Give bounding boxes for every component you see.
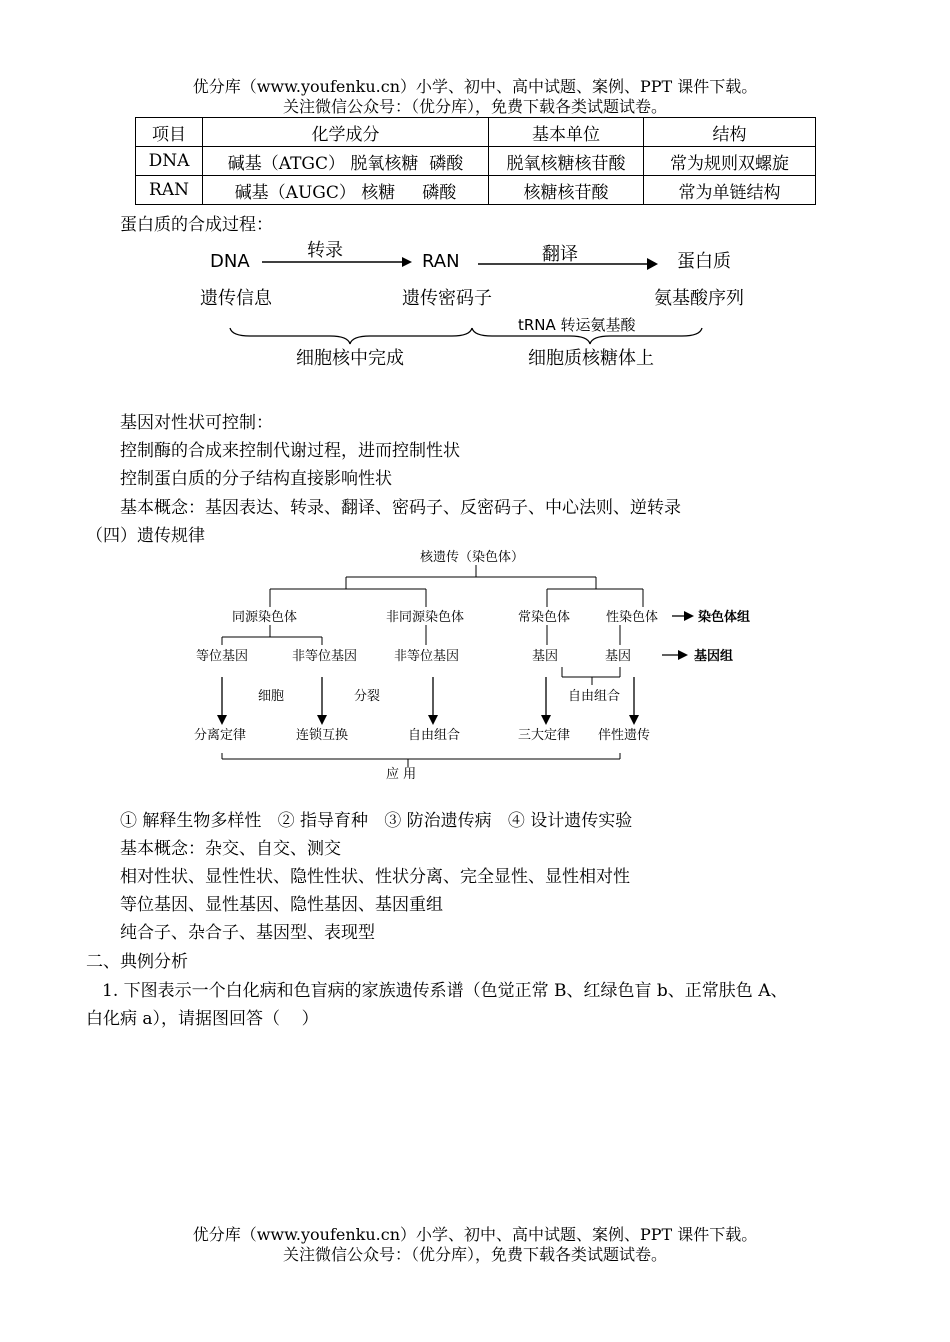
free-combo-label: 自由组合 (408, 728, 461, 743)
arrowhead-icon (678, 650, 688, 660)
concept-line: 等位基因、显性基因、隐性基因、基因重组 (120, 895, 443, 915)
footer-line1: 优分库（www.youfenku.cn）小学、初中、高中试题、案例、PPT 课件下载。 (192, 1225, 758, 1244)
footer-line2: 关注微信公众号：（优分库），免费下载各类试题试卷。 (282, 1245, 667, 1264)
free-combo-mid-label: 自由组合 (568, 689, 621, 704)
amino-seq-label: 氨基酸序列 (654, 288, 744, 309)
gene-control-line1: 控制酶的合成来控制代谢过程，进而控制性状 (120, 441, 460, 461)
table-header-cell: 结构 (644, 118, 816, 147)
table-cell: RAN (136, 176, 203, 205)
gene2-label: 基因 (605, 649, 632, 664)
trna-label: tRNA 转运氨基酸 (518, 316, 636, 334)
uses-line: ① 解释生物多样性 ② 指导育种 ③ 防治遗传病 ④ 设计遗传实验 (120, 811, 633, 831)
cell-label: 细胞 (258, 689, 285, 704)
table-row (136, 176, 816, 205)
three-laws-label: 三大定律 (518, 728, 571, 743)
arrowhead-icon (684, 611, 694, 621)
arrowhead-icon (647, 258, 658, 270)
arrowhead-icon (402, 257, 412, 267)
arrowhead-icon (317, 715, 327, 725)
homologous-label: 同源染色体 (232, 610, 298, 625)
table-header-cell: 化学成分 (203, 118, 489, 147)
protein-label: 蛋白质 (677, 251, 731, 272)
dna-label: DNA (210, 251, 250, 272)
table-header-cell: 基本单位 (489, 118, 644, 147)
question1-line2: 白化病 a），请据图回答（ ） (86, 1009, 319, 1029)
gene-control-line3: 基本概念：基因表达、转录、翻译、密码子、反密码子、中心法则、逆转录 (120, 498, 681, 518)
header-line1: 优分库（www.youfenku.cn）小学、初中、高中试题、案例、PPT 课件下载。 (192, 77, 758, 96)
arrowhead-icon (541, 715, 551, 725)
table-cell: DNA (136, 147, 203, 176)
nonhomologous-label: 非同源染色体 (386, 610, 465, 625)
division-label: 分裂 (354, 689, 381, 704)
brace-nucleus (230, 328, 472, 344)
arrowhead-icon (428, 715, 438, 725)
protein-synthesis-diagram (190, 238, 770, 378)
question1-line1: 1. 下图表示一个白化病和色盲病的家族遗传系谱（色觉正常 B、红绿色盲 b、正常肤色 A、 (102, 981, 788, 1001)
concept-line: 基本概念：杂交、自交、测交 (120, 839, 341, 859)
top-label: 核遗传（染色体） (420, 550, 525, 565)
autosome-label: 常染色体 (518, 610, 571, 625)
table-cell: 碱基（AUGC） 核糖 磷酸 (203, 176, 489, 205)
table-cell: 碱基（ATGC） 脱氧核糖 磷酸 (203, 147, 489, 176)
ran-label: RAN (422, 251, 460, 272)
table-cell: 常为单链结构 (644, 176, 816, 205)
chromset-label: 染色体组 (698, 610, 751, 625)
table-header-row (136, 118, 816, 147)
genetic-info-label: 遗传信息 (200, 288, 272, 309)
table-cell: 核糖核苷酸 (489, 176, 644, 205)
ribosome-label: 细胞质核糖体上 (528, 348, 654, 369)
nonallele1-label: 非等位基因 (292, 649, 358, 664)
gene-control-line2: 控制蛋白质的分子结构直接影响性状 (120, 469, 392, 489)
table-cell: 脱氧核糖核苷酸 (489, 147, 644, 176)
sexchrom-label: 性染色体 (606, 610, 659, 625)
translation-label: 翻译 (542, 244, 578, 265)
table-row (136, 147, 816, 176)
nucleic-acid-table (135, 117, 816, 205)
sexlinked-label: 伴性遗传 (598, 728, 651, 743)
header-line2: 关注微信公众号：（优分库），免费下载各类试题试卷。 (282, 97, 667, 116)
codon-label: 遗传密码子 (402, 288, 492, 309)
section-heading-4: （四）遗传规律 (86, 526, 205, 546)
heredity-diagram (180, 545, 780, 790)
concept-line: 纯合子、杂合子、基因型、表现型 (120, 923, 375, 943)
nucleus-label: 细胞核中完成 (296, 348, 404, 369)
linkage-label: 连锁互换 (296, 728, 349, 743)
protein-title: 蛋白质的合成过程： (120, 215, 273, 235)
apply-label: 应 用 (386, 767, 417, 782)
transcription-label: 转录 (307, 240, 343, 261)
segregation-label: 分离定律 (194, 728, 247, 743)
table-cell: 常为规则双螺旋 (644, 147, 816, 176)
concept-line: 相对性状、显性性状、隐性性状、性状分离、完全显性、显性相对性 (120, 867, 630, 887)
table-header-cell: 项目 (136, 118, 203, 147)
gene-control-title: 基因对性状可控制： (120, 413, 273, 433)
genome-label: 基因组 (694, 649, 734, 664)
allele-label: 等位基因 (196, 649, 249, 664)
arrowhead-icon (217, 715, 227, 725)
section-heading-2: 二、典例分析 (86, 952, 188, 972)
nonallele2-label: 非等位基因 (394, 649, 460, 664)
arrowhead-icon (629, 715, 639, 725)
gene1-label: 基因 (532, 649, 559, 664)
